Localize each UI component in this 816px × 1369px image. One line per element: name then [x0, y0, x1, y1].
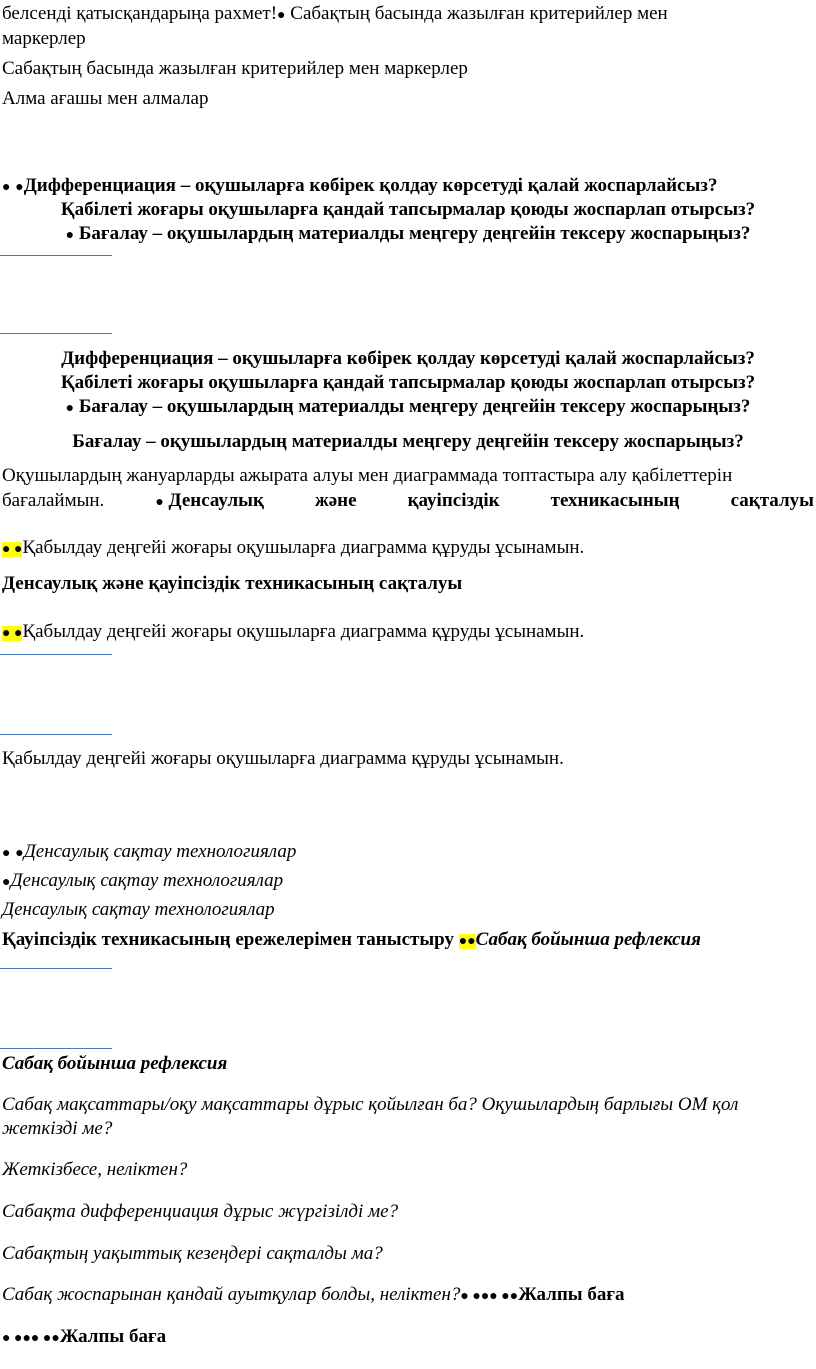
- assessment-text: Бағалау – оқушылардың материалды меңгеру деңгейін тексеру жоспарыңыз?: [74, 396, 751, 417]
- word: Денсаулық: [168, 490, 264, 511]
- bullet-icon: ●: [460, 1289, 469, 1304]
- bullet-icon: ●: [42, 1331, 52, 1346]
- word: және: [314, 490, 357, 511]
- perception-text: Қабылдау деңгейі жоғары оқушыларға диаграмма құруды ұсынамын.: [22, 621, 585, 642]
- line-thanks: [2, 2, 814, 28]
- reflection-question-1: Сабақ мақсаттары/оқу мақсаттары дұрыс қойылған ба? Оқушылардың барлығы ОМ қол: [2, 1094, 739, 1115]
- separator-rule: [0, 1048, 112, 1049]
- thanks-text: белсенді қатысқандарыңа рахмет!: [2, 3, 278, 24]
- differentiation-question-2: Дифференциация – оқушыларға көбірек қолдау көрсетуді қалай жоспарлайсыз?: [61, 348, 755, 369]
- separator-rule: [0, 968, 112, 969]
- assessment-question-2: [0, 395, 816, 421]
- bullet-icon: ●: [2, 180, 11, 195]
- bullet-icon: ●: [277, 8, 286, 23]
- bullet-group-icon: [2, 1331, 60, 1346]
- assessment-paragraph-line-2: [2, 489, 814, 515]
- bullet-icon: ●: [2, 875, 11, 890]
- assessment-question-1: [0, 222, 816, 248]
- reflection-text: Сабақ бойынша рефлексия: [475, 929, 701, 950]
- overall-grade-text: Жалпы баға: [59, 1326, 167, 1347]
- bullet-icon: ●: [480, 1289, 490, 1304]
- bullet-icon: ●: [13, 626, 23, 641]
- differentiation-question-1: [2, 174, 814, 200]
- bullet-icon: ●: [65, 228, 75, 243]
- bullet-icon: ●: [155, 495, 164, 510]
- health-tech-text: Денсаулық сақтау технологиялар: [10, 870, 284, 891]
- bullet-icon: ●: [15, 180, 24, 195]
- bullet-icon: ●: [2, 626, 11, 641]
- safety-rules-line: [2, 928, 814, 954]
- ability-question-1: Қабілеті жоғары оқушыларға қандай тапсырмалар қоюды жоспарлап отырсыз?: [60, 199, 756, 220]
- bullet-icon: ●: [501, 1289, 510, 1304]
- overall-grade-text: Жалпы баға: [518, 1284, 625, 1305]
- criteria-text: Сабақтың басында жазылған критерийлер мен: [285, 3, 668, 24]
- separator-rule: [0, 333, 112, 334]
- reflection-question-3: Сабақта дифференциация дұрыс жүргізілді ме?: [2, 1201, 399, 1222]
- deviation-text: Сабақ жоспарынан қандай ауытқулар болды, неліктен?: [2, 1284, 461, 1305]
- safety-rules-text: Қауіпсіздік техникасының ережелерімен таныстыру: [2, 929, 459, 950]
- bullet-icon: ●: [30, 1331, 40, 1346]
- health-tech-line-2: [2, 869, 814, 895]
- health-tech-line-1: [2, 840, 814, 866]
- highlighted-bullet-icon: [2, 626, 22, 641]
- bullet-icon: ●: [472, 1289, 481, 1304]
- perception-line-2: [2, 620, 814, 646]
- highlighted-bullet-icon: [2, 542, 22, 557]
- bullet-icon: ●: [2, 846, 11, 861]
- assessment-text: Бағалау – оқушылардың материалды меңгеру деңгейін тексеру жоспарыңыз?: [74, 223, 751, 244]
- bullet-icon: ●: [51, 1331, 60, 1346]
- assess-word: бағалаймын.: [2, 490, 105, 511]
- word: сақталуы: [730, 490, 814, 511]
- perception-text: Қабылдау деңгейі жоғары оқушыларға диаграмма құруды ұсынамын.: [22, 537, 585, 558]
- word: қауіпсіздік: [407, 490, 500, 511]
- overall-grade-line: [2, 1325, 814, 1351]
- assessment-question-3: Бағалау – оқушылардың материалды меңгеру деңгейін тексеру жоспарыңыз?: [72, 431, 744, 452]
- bullet-icon: ●: [2, 542, 11, 557]
- reflection-question-1-cont: жеткізді ме?: [2, 1118, 113, 1139]
- bullet-icon: ●: [2, 1331, 11, 1346]
- bullet-icon: ●: [13, 1331, 23, 1346]
- bullet-icon: ●: [13, 542, 23, 557]
- highlighted-bullet-icon: [459, 934, 476, 949]
- separator-rule: [0, 255, 112, 256]
- line-criteria: Сабақтың басында жазылған критерийлер мен маркерлер: [2, 58, 468, 79]
- separator-rule: [0, 734, 112, 735]
- bullet-icon: ●: [458, 934, 468, 949]
- reflection-question-5: [2, 1283, 814, 1309]
- health-tech-line-3: Денсаулық сақтау технологиялар: [2, 899, 275, 920]
- bullet-icon: ●: [467, 934, 476, 949]
- line-markers: маркерлер: [2, 28, 86, 49]
- bullet-icon: ●: [489, 1289, 498, 1304]
- reflection-question-2: Жеткізбесе, неліктен?: [2, 1159, 188, 1180]
- perception-line-1: [2, 536, 814, 562]
- bullet-group-icon: [460, 1289, 518, 1304]
- health-safety-phrase: [155, 489, 264, 515]
- reflection-heading: Сабақ бойынша рефлексия: [2, 1053, 228, 1074]
- word: техникасының: [550, 490, 680, 511]
- bullet-icon: ●: [509, 1289, 519, 1304]
- reflection-question-4: Сабақтың уақыттық кезеңдері сақталды ма?: [2, 1243, 383, 1264]
- health-tech-text: Денсаулық сақтау технологиялар: [23, 841, 297, 862]
- differentiation-text: Дифференциация – оқушыларға көбірек қолдау көрсетуді қалай жоспарлайсыз?: [23, 175, 718, 196]
- bullet-icon: ●: [15, 846, 24, 861]
- bullet-icon: ●: [22, 1331, 31, 1346]
- separator-rule: [0, 654, 112, 655]
- perception-line-3: Қабылдау деңгейі жоғары оқушыларға диаграмма құруды ұсынамын.: [2, 748, 564, 769]
- assessment-paragraph-line-1: Оқушылардың жануарларды ажырата алуы мен диаграммада топтастыра алу қабілеттерін: [2, 465, 733, 486]
- bullet-icon: ●: [65, 401, 75, 416]
- line-topic: Алма ағашы мен алмалар: [2, 88, 209, 109]
- ability-question-2: Қабілеті жоғары оқушыларға қандай тапсырмалар қоюды жоспарлап отырсыз?: [60, 372, 756, 393]
- health-safety-heading: Денсаулық және қауіпсіздік техникасының сақталуы: [2, 573, 463, 594]
